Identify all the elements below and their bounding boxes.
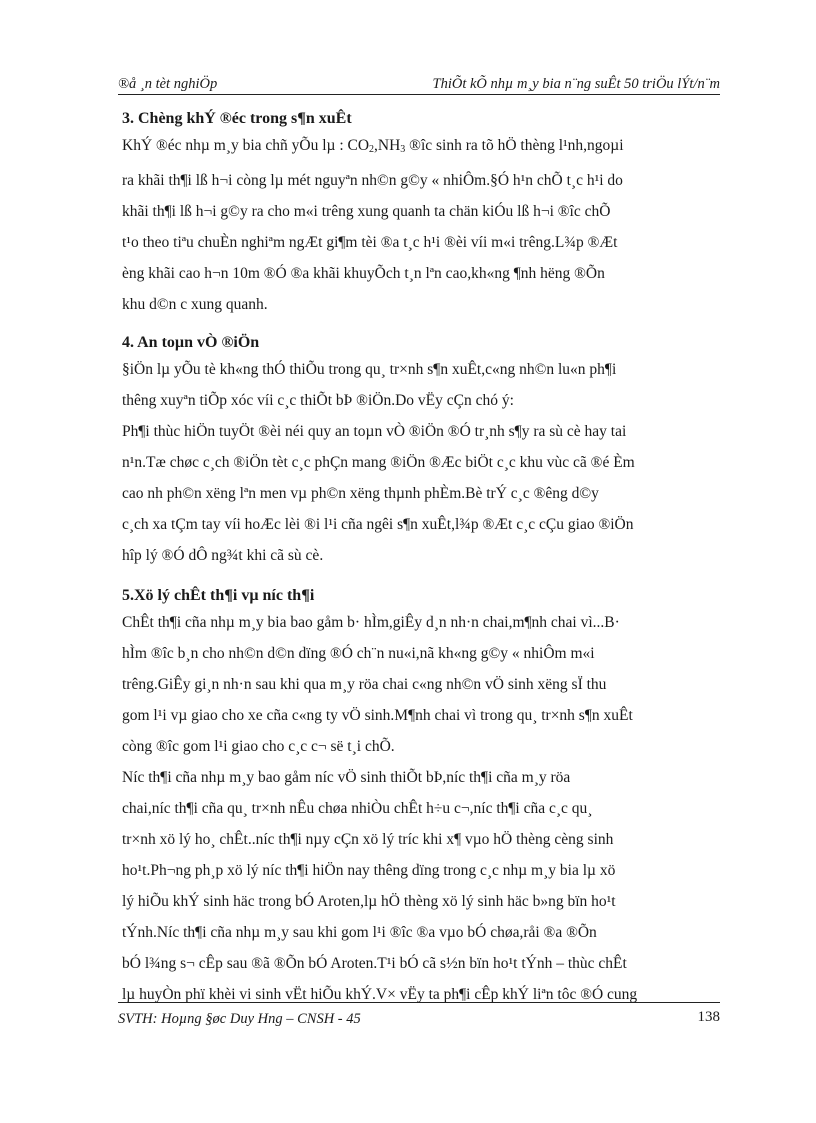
footer-divider bbox=[118, 1002, 720, 1003]
section-waste-treatment bbox=[122, 585, 718, 1010]
section-heading: 5.Xö lý chÊt th¶i vµ níc th¶i bbox=[122, 587, 315, 604]
section-heading: 4. An toµn vÒ ®iÖn bbox=[122, 334, 260, 351]
header-right-title: ThiÕt kÕ nhµ m¸y bia n¨ng suÊt 50 triÖu lÝt/n¨m bbox=[432, 76, 720, 92]
text-line: trêng.GiÊy gi¸n nh·n sau khi qua m¸y röa chai c«ng nh©n vÖ sinh xëng sÏ thu bbox=[122, 676, 607, 693]
text-line: ra khãi th¶i lß h¬i còng lµ mét nguyªn nh©n g©y « nhiÔm.§Ó h¹n chÕ t¸c h¹i do bbox=[122, 172, 623, 189]
text-line: khãi th¶i lß h¬i g©y ra cho m«i trêng xung quanh ta chän kiÓu lß h¬i ®îc chÕ bbox=[122, 203, 611, 220]
section-heading: 3. Chèng khÝ ®éc trong s¶n xuÊt bbox=[122, 110, 352, 127]
section-toxic-gas bbox=[122, 108, 718, 320]
text-line: hÌm ®îc b¸n cho nh©n d©n dïng ®Ó ch¨n nu«i,nã kh«ng g©y « nhiÔm m«i bbox=[122, 645, 595, 662]
section-electrical-safety bbox=[122, 332, 718, 571]
text-line: n¹n.Tæ chøc c¸ch ®iÖn tèt c¸c phÇn mang ®iÖn ®Æc biÖt c¸c khu vùc cã ®é Èm bbox=[122, 454, 635, 471]
text-line: §iÖn lµ yÕu tè kh«ng thÓ thiÕu trong qu¸ tr×nh s¶n xuÊt,c«ng nh©n lu«n ph¶i bbox=[122, 361, 617, 378]
text-line: tr×nh xö lý ho¸ chÊt..níc th¶i nµy cÇn xö lý tríc khi x¶ vµo hÖ thèng cèng sinh bbox=[122, 831, 614, 848]
text-line: chai,níc th¶i cña qu¸ tr×nh nÊu chøa nhiÒu chÊt h÷u c¬,níc th¶i cña c¸c qu¸ bbox=[122, 800, 593, 817]
text-line: còng ®îc gom l¹i giao cho c¸c c¬ së t¸i chÕ. bbox=[122, 738, 395, 755]
text-line: cao nh ph©n xëng lªn men vµ ph©n xëng thµnh phÈm.Bè trÝ c¸c ®êng d©y bbox=[122, 485, 599, 502]
section-paragraph bbox=[122, 130, 718, 320]
text-line: KhÝ ®éc nhµ m¸y bia chñ yÕu lµ : $CO_2,NH_3$ ®îc sinh ra tõ hÖ thèng l¹nh,ngoµi bbox=[122, 137, 624, 155]
section-paragraph bbox=[122, 607, 718, 1010]
text-line: tÝnh.Níc th¶i cña nhµ m¸y sau khi gom l¹i ®îc ®a vµo bÓ chøa,råi ®a ®Õn bbox=[122, 924, 597, 941]
text-line: c¸ch xa tÇm tay víi hoÆc lèi ®i l¹i cña ngêi s¶n xuÊt,l¾p ®Æt c¸c cÇu giao ®iÖn bbox=[122, 516, 634, 533]
section-paragraph bbox=[122, 354, 718, 571]
text-line: t¹o theo tiªu chuÈn nghiªm ngÆt gi¶m tèi ®a t¸c h¹i ®èi víi m«i trêng.L¾p ®Æt bbox=[122, 234, 618, 251]
page-header bbox=[118, 74, 720, 96]
text-line: ChÊt th¶i cña nhµ m¸y bia bao gåm b· hÌm,giÊy d¸n nh·n chai,m¶nh chai vì...B· bbox=[122, 614, 620, 631]
text-line: èng khãi cao h¬n 10m ®Ó ®a khãi khuyÕch t¸n lªn cao,kh«ng ¶nh hëng ®Õn bbox=[122, 265, 605, 282]
text-line: bÓ l¾ng s¬ cÊp sau ®ã ®Õn bÓ Aroten.T¹i bÓ cã s½n bïn ho¹t tÝnh – thùc chÊt bbox=[122, 955, 627, 972]
text-line: lµ huyÒn phï khèi vi sinh vËt hiÕu khÝ.V× vËy ta ph¶i cÊp khÝ liªn tôc ®Ó cung bbox=[122, 986, 638, 1003]
footer-author: SVTH: Hoµng §øc Duy Hng – CNSH - 45 bbox=[118, 1011, 361, 1027]
text-line: lý hiÕu khÝ sinh häc trong bÓ Aroten,lµ hÖ thèng xö lý sinh häc b»ng bïn ho¹t bbox=[122, 893, 616, 910]
text-line: thêng xuyªn tiÕp xóc víi c¸c thiÕt bÞ ®iÖn.Do vËy cÇn chó ý: bbox=[122, 392, 514, 409]
header-left-title: ®å ¸n tèt nghiÖp bbox=[118, 76, 218, 92]
text-line: Ph¶i thùc hiÖn tuyÖt ®èi néi quy an toµn vÒ ®iÖn ®Ó tr¸nh s¶y ra sù cè hay tai bbox=[122, 423, 627, 440]
text-line: ho¹t.Ph¬ng ph¸p xö lý níc th¶i hiÖn nay thêng dïng trong c¸c nhµ m¸y bia lµ xö bbox=[122, 862, 616, 879]
page-body bbox=[122, 104, 718, 1010]
text-line: khu d©n c xung quanh. bbox=[122, 296, 268, 313]
page-number: 138 bbox=[697, 1009, 720, 1025]
text-line: hîp lý ®Ó dÔ ng¾t khi cã sù cè. bbox=[122, 547, 324, 564]
text-line: Níc th¶i cña nhµ m¸y bao gåm níc vÖ sinh thiÕt bÞ,níc th¶i cña m¸y röa bbox=[122, 769, 571, 786]
text-line: gom l¹i vµ giao cho xe cña c«ng ty vÖ sinh.M¶nh chai vì trong qu¸ tr×nh s¶n xuÊt bbox=[122, 707, 633, 724]
header-divider bbox=[118, 94, 720, 95]
page-footer bbox=[118, 1009, 720, 1031]
